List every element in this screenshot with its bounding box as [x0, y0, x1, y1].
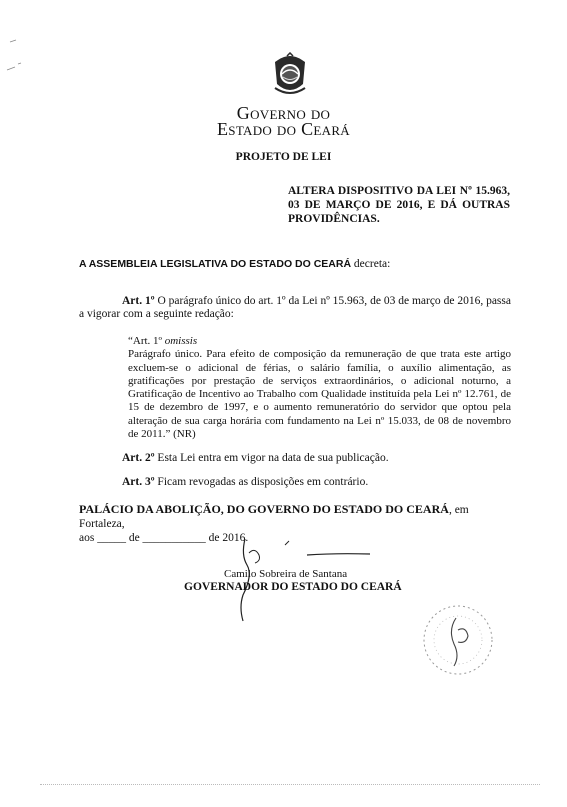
quote-omissis: omissis — [164, 335, 198, 347]
header-line-2: Estado do Ceará — [217, 119, 350, 139]
palacio-label: PALÁCIO DA ABOLIÇÃO, DO GOVERNO DO ESTADO DO CEARÁ — [79, 502, 449, 516]
article-1-label: Art. 1º — [122, 295, 155, 307]
handwritten-signature — [235, 535, 375, 625]
enacting-body: A ASSEMBLEIA LEGISLATIVA DO ESTADO DO CEARÁ — [79, 258, 352, 270]
rubric-stamp-icon — [418, 600, 498, 680]
signatory-title: GOVERNADOR DO ESTADO DO CEARÁ — [184, 581, 402, 593]
scan-marks — [4, 30, 34, 80]
quote-heading — [128, 335, 511, 348]
article-3-label: Art. 3º — [122, 476, 155, 488]
bottom-rule — [40, 784, 540, 785]
enacting-suffix: decreta: — [351, 258, 391, 270]
palacio-rest: , em Fortaleza, — [79, 504, 469, 530]
article-1-text: O parágrafo único do art. 1º da Lei nº 15.963, de 03 de março de 2016, passa a vigorar com a seguinte redação: — [79, 295, 511, 320]
enacting-clause — [79, 258, 390, 270]
state-coat-of-arms-icon — [265, 52, 315, 100]
article-2-text: Esta Lei entra em vigor na data de sua publicação. — [154, 452, 389, 464]
header-line-1: Governo do — [236, 103, 331, 123]
document-type: PROJETO DE LEI — [235, 151, 332, 163]
article-3-text: Ficam revogadas as disposições em contrário. — [154, 476, 369, 488]
quote-body: Parágrafo único. Para efeito de composição da remuneração de que trata este artigo excluem-se o adicional de férias, o salário família, o auxílio alimentação, as gratificações por prestação de serviços extraordinários, o adicional noturno, a Gratificação de Incentivo ao Trabalho com Qualidade instituída pela Lei nº 12.761, de 15 de dezembro de 1997, e o aumento remuneratório do servidor que optou pela alteração de sua carga horária com fundamento na Lei nº 15.033, de 08 de novembro de 2011.” (NR) — [128, 348, 511, 441]
quote-head: “Art. 1º — [128, 335, 165, 347]
date-line: aos _____ de ___________ de 2016. — [79, 532, 249, 544]
article-1 — [79, 295, 511, 321]
article-2-label: Art. 2º — [122, 452, 155, 464]
signatory-name: Camilo Sobreira de Santana — [224, 568, 348, 580]
article-2 — [122, 452, 389, 464]
article-3 — [122, 476, 368, 488]
ementa: ALTERA DISPOSITIVO DA LEI Nº 15.963, 03 DE MARÇO DE 2016, E DÁ OUTRAS PROVIDÊNCIAS. — [288, 185, 510, 225]
amended-text-quote — [128, 335, 511, 441]
